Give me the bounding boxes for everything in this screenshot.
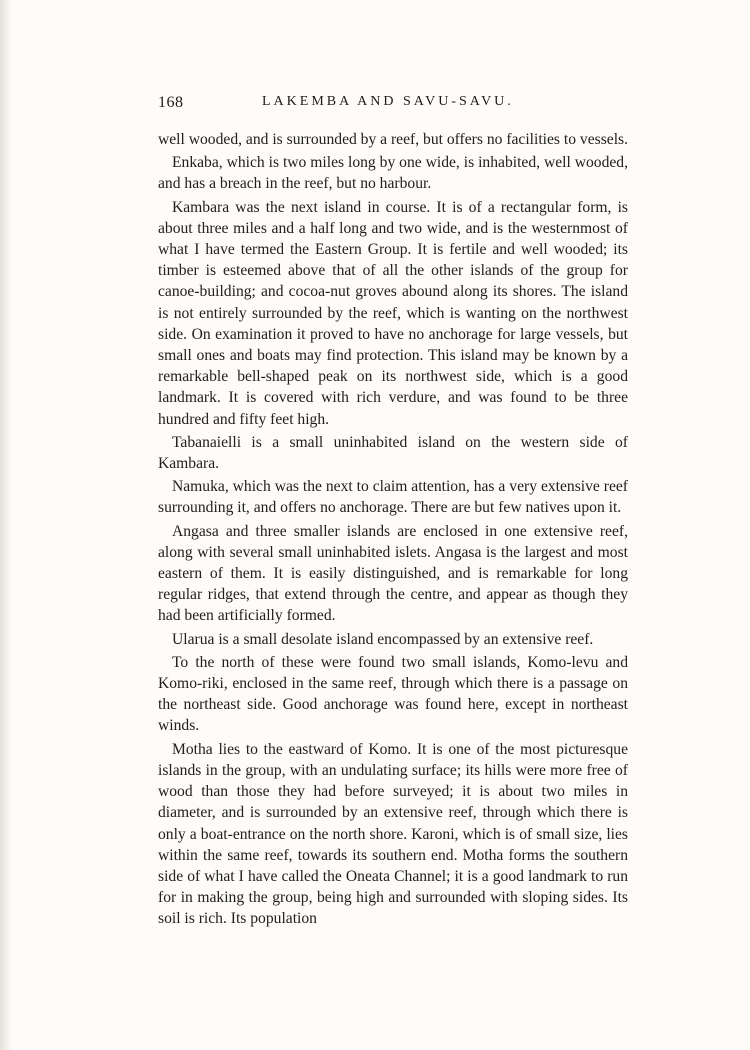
body-text xyxy=(158,129,628,932)
paragraph-motha: Motha lies to the eastward of Komo. It is one of the most picturesque islands in the group, with an undulating surface; its hills were more free of wood than those they had before surveyed; it is about two miles in diameter, and is surrounded by an extensive reef, through which there is only a boat-entrance on the north shore. Karoni, which is of small size, lies within the same reef, towards its southern end. Motha forms the southern side of what I have called the Oneata Channel; it is a good landmark to run for in making the group, being high and surrounded with sloping sides. Its soil is rich. Its population xyxy=(158,740,628,928)
paragraph-komo: To the north of these were found two small islands, Komo-levu and Komo-riki, enclosed in the same reef, through which there is a passage on the northeast side. Good anchorage was found here, except in northeast winds. xyxy=(158,653,628,735)
page-gutter-shadow xyxy=(0,0,12,1050)
page-number: 168 xyxy=(158,94,184,111)
paragraph-enkaba: Enkaba, which is two miles long by one wide, is inhabited, well wooded, and has a breach in the reef, but no harbour. xyxy=(158,154,628,193)
paragraph-ularua: Ularua is a small desolate island encompassed by an extensive reef. xyxy=(172,630,594,648)
paragraph-tabanaielli: Tabanaielli is a small uninhabited island on the western side of Kambara. xyxy=(158,433,628,473)
paragraph-angasa: Angasa and three smaller islands are enclosed in one extensive reef, along with several small uninhabited islets. Angasa is the largest and most eastern of them. It is easily distinguished, and is remarkable for long regular ridges, that extend through the centre, and appear as though they had been artificially formed. xyxy=(158,522,628,625)
paragraph-kambara: Kambara was the next island in course. It is of a rectangular form, is about three miles and a half long and two wide, and is the westernmost of what I have termed the Eastern Group. It is fertile and well wooded; its timber is esteemed above that of all the other islands of the group for canoe-building; and cocoa-nut groves abound along its shores. The island is not entirely surrounded by the reef, which is wanting on the northwest side. On examination it proved to have no anchorage for large vessels, but small ones and boats may find protection. This island may be known by a remarkable bell-shaped peak on its northwest side, which is a good landmark. It is covered with rich verdure, and was found to be three hundred and fifty feet high. xyxy=(158,198,628,428)
paragraph-continuation: well wooded, and is surrounded by a reef, but offers no facilities to vessels. xyxy=(158,131,629,148)
paragraph-namuka: Namuka, which was the next to claim attention, has a very extensive reef surrounding it, and offers no anchorage. There are but few natives upon it. xyxy=(158,478,628,517)
page-header xyxy=(158,94,628,118)
running-head: LAKEMBA AND SAVU-SAVU. xyxy=(262,94,514,109)
